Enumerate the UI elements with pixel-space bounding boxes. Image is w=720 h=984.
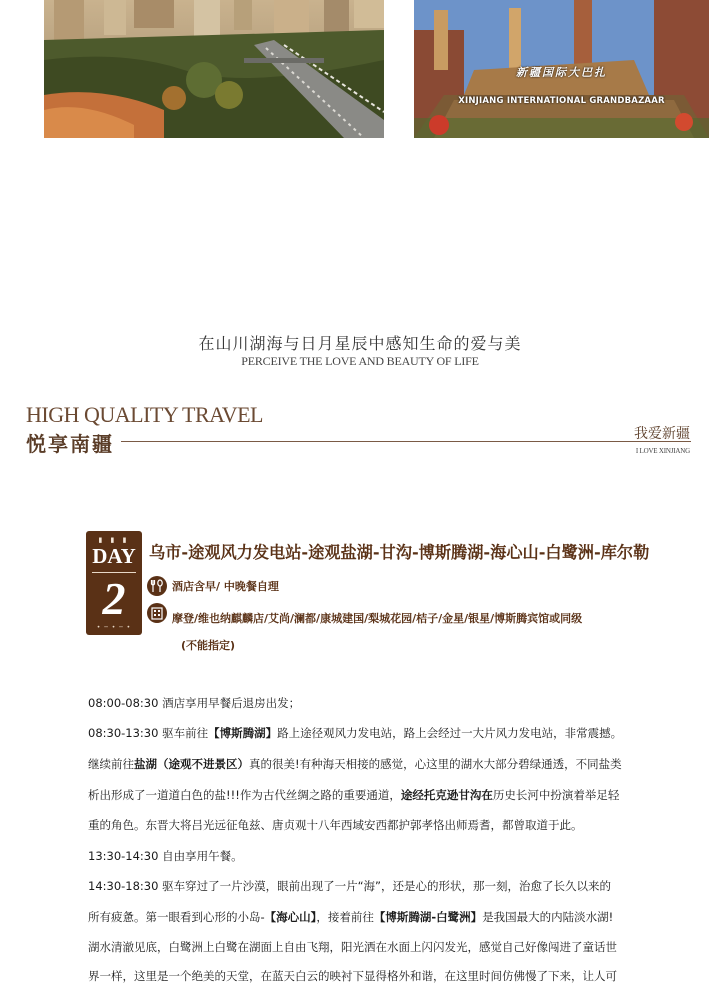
- grand-bazaar-photo: [414, 0, 709, 138]
- calendar-rings-icon: ▮ ▮ ▮: [98, 536, 130, 544]
- hotel-icon: [147, 603, 167, 623]
- meal-icon: [147, 576, 167, 596]
- itinerary-line: 08:00-08:30 酒店享用早餐后退房出发；: [88, 696, 301, 710]
- hotel-note: (不能指定): [181, 639, 236, 652]
- day-badge: [86, 531, 142, 635]
- section-divider: [121, 441, 691, 442]
- itinerary-line: 重的角色。东晋大将吕光远征龟兹、唐贞观十八年西域安西都护郭孝恪出师焉耆，都曾取道于此。: [88, 818, 583, 832]
- itinerary-line: 所有疲惫。第一眼看到心形的小岛-【海心山】，接着前往【博斯腾湖-白鹭洲】是我国最大的内陆淡水湖!: [88, 910, 614, 924]
- itinerary-line: 界一样，这里是一个绝美的天堂，在蓝天白云的映衬下显得格外和谐，在这里时间仿佛慢了下来，让人可: [88, 969, 617, 983]
- itinerary-line: 14:30-18:30 驱车穿过了一片沙漠，眼前出现了一片“海”，还是心的形状，那一刻，治愈了长久以来的: [88, 879, 611, 893]
- section-title-english: HIGH QUALITY TRAVEL: [26, 402, 263, 427]
- bazaar-sign-english: XINJIANG INTERNATIONAL GRANDBAZAAR: [458, 96, 665, 106]
- itinerary-line: 13:30-14:30 自由享用午餐。: [88, 849, 243, 863]
- city-aerial-photo: [44, 0, 384, 138]
- itinerary-line: 继续前往盐湖（途观不进景区）真的很美!有种海天相接的感觉，心这里的湖水大部分碧绿通透，不同盐类: [88, 757, 622, 771]
- slogan-chinese: 在山川湖海与日月星辰中感知生命的爱与美: [198, 334, 522, 353]
- day-route-title: 乌市-途观风力发电站-途观盐湖-甘沟-博斯腾湖-海心山-白鹭洲-库尔勒: [149, 543, 650, 562]
- hotel-info: 摩登/维也纳麒麟店/艾尚/澜都/康城建国/梨城花园/桔子/金星/银星/博斯腾宾馆或同级: [172, 612, 583, 625]
- section-tagline-chinese: 我爱新疆: [634, 426, 690, 442]
- section-title-chinese: 悦享南疆: [26, 432, 114, 456]
- itinerary-line: 湖水清澈见底，白鹭洲上白鹭在湖面上自由飞翔，阳光洒在水面上闪闪发光，感觉自己好像闯进了童话世: [88, 940, 617, 954]
- slogan-english: PERCEIVE THE LOVE AND BEAUTY OF LIFE: [241, 354, 479, 368]
- day-label: DAY: [92, 544, 136, 568]
- itinerary-line: 08:30-13:30 驱车前往【博斯腾湖】路上途径观风力发电站，路上会经过一大片风力发电站，非常震撼。: [88, 726, 623, 740]
- section-tagline-english: I LOVE XINJIANG: [635, 447, 690, 455]
- day-number: 2: [102, 573, 126, 624]
- bazaar-sign-chinese: 新疆国际大巴扎: [516, 66, 607, 79]
- meal-info: 酒店含早/ 中晚餐自理: [172, 580, 279, 593]
- itinerary-line: 析出形成了一道道白色的盐!!!作为古代丝绸之路的重要通道，途经托克逊甘沟在历史长河中扮演着举足轻: [88, 788, 620, 802]
- day-dots-decoration: • ─ • ─ •: [96, 624, 132, 631]
